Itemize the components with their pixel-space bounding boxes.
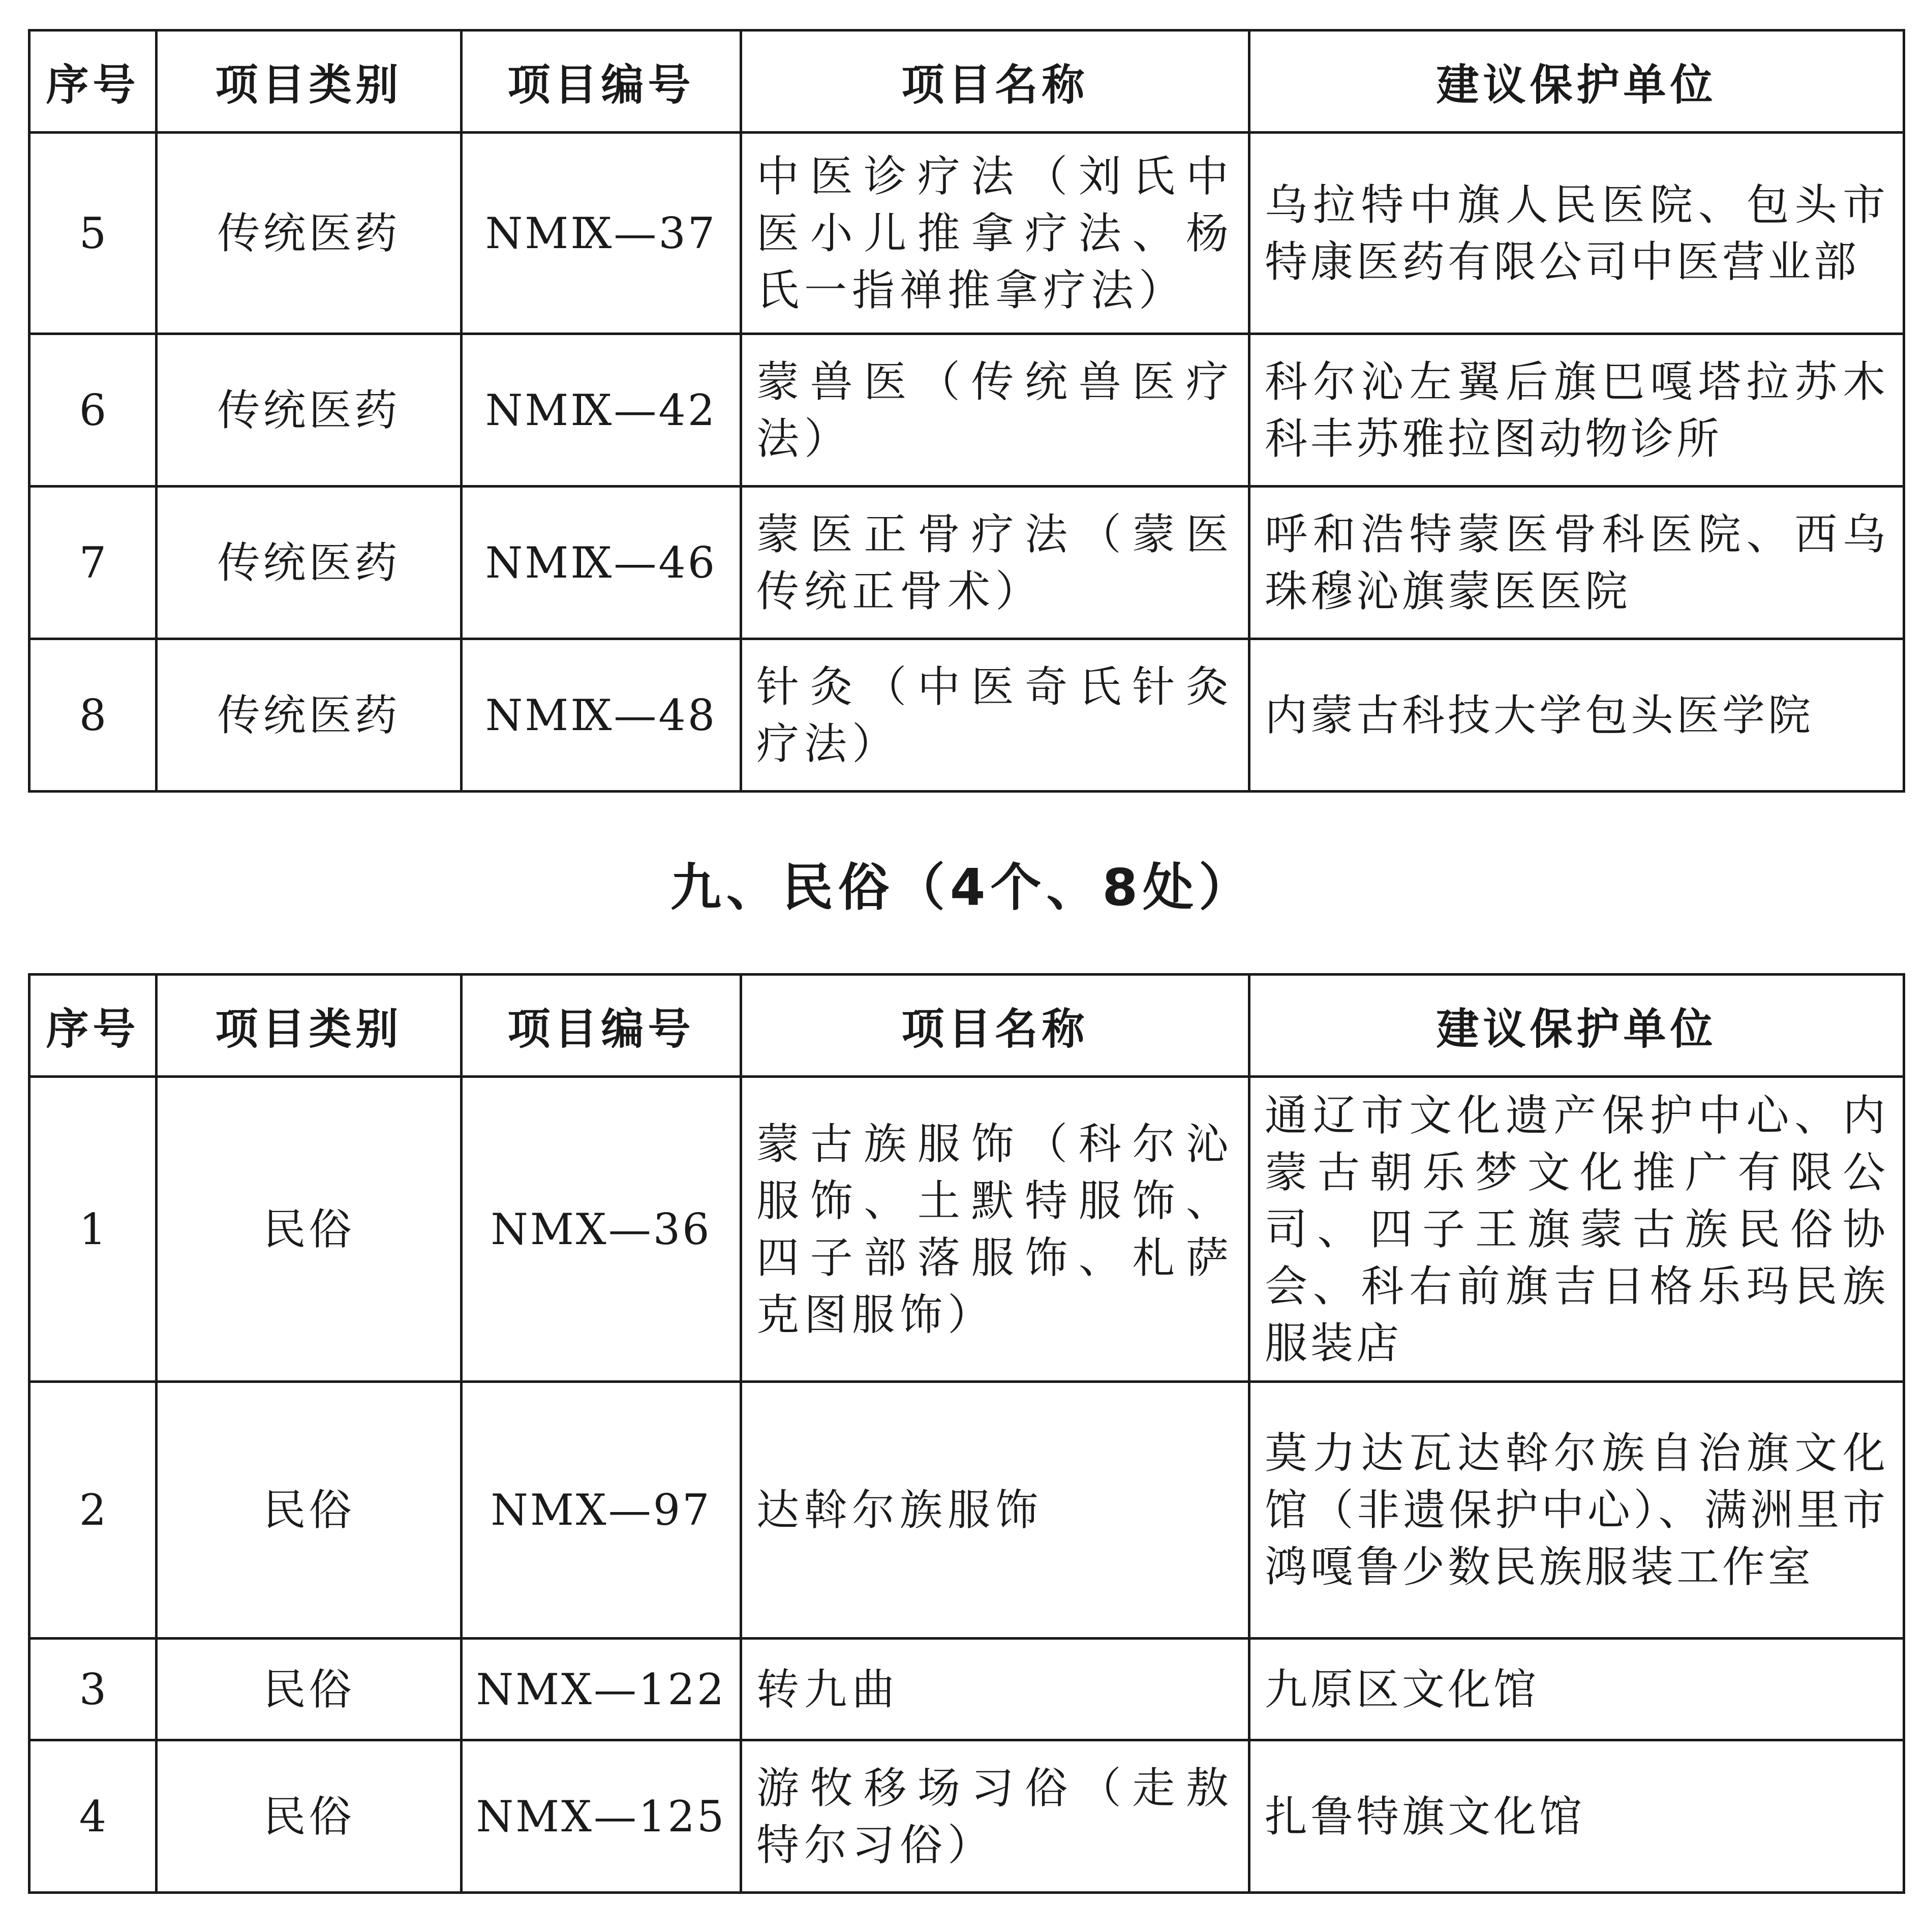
cell-project-name: 针灸（中医奇氏针灸疗法） [741,639,1249,792]
cell-category: 传统医药 [157,133,462,334]
cell-protection-unit: 扎鲁特旗文化馆 [1249,1740,1904,1893]
cell-serial-no: 3 [29,1639,157,1740]
header-code: 项目编号 [462,975,741,1077]
header-project-name: 项目名称 [741,975,1249,1077]
cell-code: NMⅩ—122 [462,1639,741,1740]
cell-serial-no: 2 [29,1382,157,1639]
header-category: 项目类别 [157,31,462,133]
table-row [29,133,1904,334]
cell-protection-unit: 科尔沁左翼后旗巴嘎塔拉苏木科丰苏雅拉图动物诊所 [1249,334,1904,487]
cell-code: NMⅨ—37 [462,133,741,334]
heritage-table-traditional-medicine [28,29,1905,793]
header-protection-unit: 建议保护单位 [1249,975,1904,1077]
cell-serial-no: 1 [29,1077,157,1382]
table-row [29,1740,1904,1893]
cell-code: NMⅨ—42 [462,334,741,487]
header-protection-unit: 建议保护单位 [1249,31,1904,133]
cell-code: NMⅨ—46 [462,487,741,639]
table-row [29,1382,1904,1639]
cell-project-name: 转九曲 [741,1639,1249,1740]
cell-project-name: 中医诊疗法（刘氏中医小儿推拿疗法、杨氏一指禅推拿疗法） [741,133,1249,334]
cell-category: 民俗 [157,1639,462,1740]
cell-protection-unit: 呼和浩特蒙医骨科医院、西乌珠穆沁旗蒙医医院 [1249,487,1904,639]
cell-category: 传统医药 [157,639,462,792]
table-row [29,1077,1904,1382]
table-header-row [29,975,1904,1077]
cell-serial-no: 4 [29,1740,157,1893]
cell-code: NMⅩ—36 [462,1077,741,1382]
cell-project-name: 达斡尔族服饰 [741,1382,1249,1639]
cell-protection-unit: 乌拉特中旗人民医院、包头市特康医药有限公司中医营业部 [1249,133,1904,334]
cell-code: NMⅩ—125 [462,1740,741,1893]
cell-serial-no: 5 [29,133,157,334]
cell-category: 民俗 [157,1382,462,1639]
cell-protection-unit: 内蒙古科技大学包头医学院 [1249,639,1904,792]
table-row [29,1639,1904,1740]
cell-category: 民俗 [157,1740,462,1893]
header-code: 项目编号 [462,31,741,133]
cell-protection-unit: 通辽市文化遗产保护中心、内蒙古朝乐梦文化推广有限公司、四子王旗蒙古族民俗协会、科右前旗吉日格乐玛民族服装店 [1249,1077,1904,1382]
header-serial-no: 序号 [29,975,157,1077]
cell-code: NMⅩ—97 [462,1382,741,1639]
cell-code: NMⅨ—48 [462,639,741,792]
cell-project-name: 蒙医正骨疗法（蒙医传统正骨术） [741,487,1249,639]
cell-project-name: 蒙兽医（传统兽医疗法） [741,334,1249,487]
table-row [29,487,1904,639]
cell-category: 传统医药 [157,487,462,639]
table-header-row [29,31,1904,133]
cell-project-name: 游牧移场习俗（走敖特尔习俗） [741,1740,1249,1893]
cell-category: 传统医药 [157,334,462,487]
cell-protection-unit: 九原区文化馆 [1249,1639,1904,1740]
cell-serial-no: 6 [29,334,157,487]
table-row [29,334,1904,487]
header-serial-no: 序号 [29,31,157,133]
header-project-name: 项目名称 [741,31,1249,133]
cell-category: 民俗 [157,1077,462,1382]
cell-protection-unit: 莫力达瓦达斡尔族自治旗文化馆（非遗保护中心）、满洲里市鸿嘎鲁少数民族服装工作室 [1249,1382,1904,1639]
cell-serial-no: 8 [29,639,157,792]
cell-serial-no: 7 [29,487,157,639]
section-title: 九、民俗（4个、8处） [670,858,1255,917]
header-category: 项目类别 [157,975,462,1077]
heritage-table-folk-custom [28,973,1905,1894]
table-row [29,639,1904,792]
cell-project-name: 蒙古族服饰（科尔沁服饰、土默特服饰、四子部落服饰、札萨克图服饰） [741,1077,1249,1382]
